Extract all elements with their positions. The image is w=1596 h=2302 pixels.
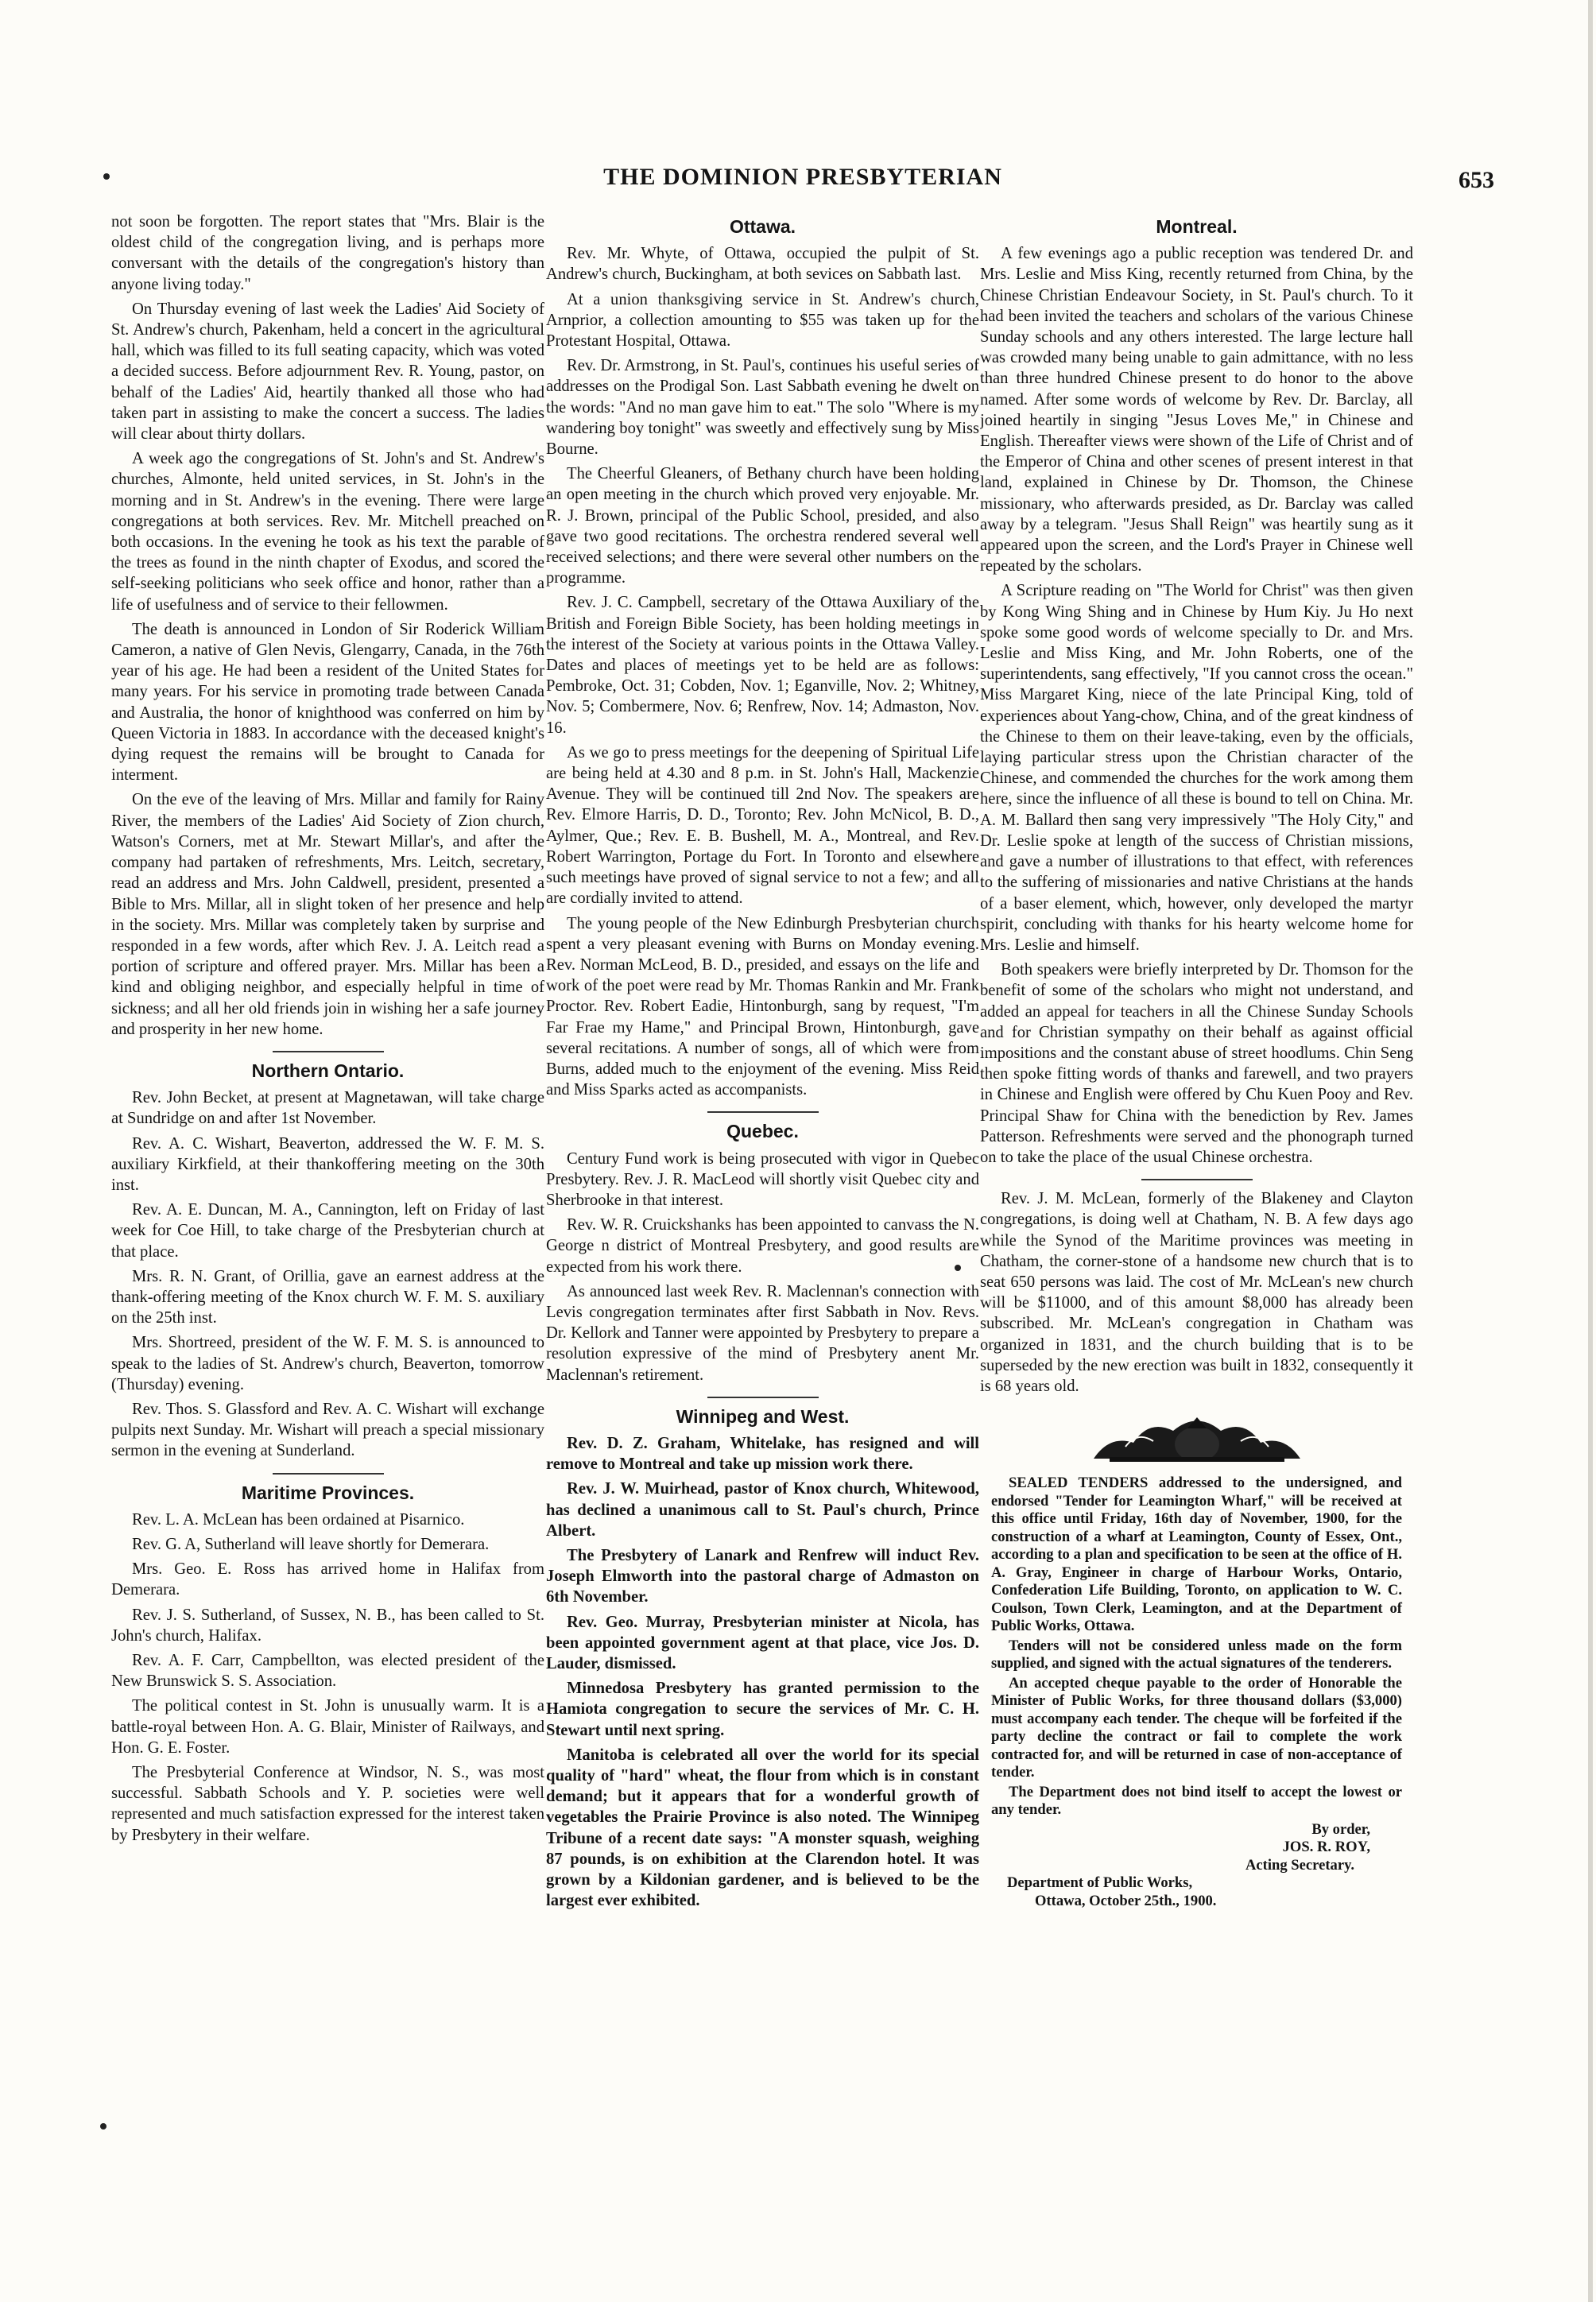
paragraph: Rev. W. R. Cruickshanks has been appointed to canvass the N. George n district of Montreal Presbytery, and good results are expected from his work there. xyxy=(546,1216,979,1276)
tender-signatory: JOS. R. ROY, xyxy=(1282,1839,1370,1856)
tender-role: Acting Secretary. xyxy=(1245,1856,1354,1874)
paragraph: The political contest in St. John is unusually warm. It is a battle-royal between Hon. A. G. Blair, Minister of Railways, and Hon. G. E. Foster. xyxy=(111,1697,544,1757)
section-rule xyxy=(273,1473,384,1475)
paragraph: Rev. G. A, Sutherland will leave shortly for Demerara. xyxy=(132,1535,490,1553)
paragraph: Century Fund work is being prosecuted with vigor in Quebec Presbytery. Rev. J. R. MacLeod will shortly visit Quebec city and Sherbrooke in that interest. xyxy=(546,1149,979,1209)
tender-order: By order, xyxy=(1311,1820,1370,1838)
tender-paragraph: SEALED TENDERS addressed to the undersigned, and endorsed "Tender for Leamington Wharf," will be received at this office until Friday, 16th day of November, 1900, for the construction of a wharf at Leamington, County of Essex, Ont., according to a plan and specification to be seen at the office of H. A. Gray, Engineer in charge of Harbour Works, Ontario, Confederation Life Building, Toronto, on application to W. C. Coulson, Town Clerk, Leamington, and at the Department of Public Works, Ottawa. xyxy=(991,1475,1402,1635)
paragraph: On Thursday evening of last week the Ladies' Aid Society of St. Andrew's church, Pakenham, held a concert in the agricultural hall, which was filled to its full seating capacity, which was voted a decided success. Before adjournment Rev. R. Young, pastor, on behalf of the Ladies' Aid, heartily thanked all those who had taken part in assisting to make the concert a success. The ladies will clear about thirty dollars. xyxy=(111,300,544,444)
paragraph: Rev. A. E. Duncan, M. A., Cannington, left on Friday of last week for Coe Hill, to take charge of the Presbyterian church at that place. xyxy=(111,1201,544,1261)
section-heading-quebec: Quebec. xyxy=(726,1121,799,1142)
section-heading-winnipeg-and-west: Winnipeg and West. xyxy=(676,1405,850,1427)
paragraph: As we go to press meetings for the deepening of Spiritual Life are being held at 4.30 and 8 p.m. in St. John's Hall, Mackenzie Avenue. They will be continued till 2nd Nov. The speakers are Rev. Elmore Harris, D. D., Toronto; Rev. John McNicol, B. D., Aylmer, Que.; Rev. E. B. Bushell, M. A., Montreal, and Rev. Robert Warrington, Portage du Fort. In Toronto and elsewhere such meetings have proved of signal service to not a few; and all are cordially invited to attend. xyxy=(546,743,979,908)
page-edge-right xyxy=(1588,0,1593,2302)
paragraph: At a union thanksgiving service in St. Andrew's church, Arnprior, a collection amounting to $55 was taken up for the Protestant Hospital, Ottawa. xyxy=(546,290,979,351)
paragraph: The young people of the New Edinburgh Presbyterian church spent a very pleasant evening with Burns on Monday evening. Rev. Norman McLeod, B. D., presided, and essays on the life and work of the poet were read by Mr. Thomas Rankin and Mr. Frank Proctor. Rev. Robert Eadie, Hintonburgh, sang by request, "I'm Far Frae my Hame," and Principal Brown, Hintonburgh, gave several recitations. A number of songs, all of which were from Burns, added much to the enjoyment of the evening. Miss Reid and Miss Sparks acted as accompanists. xyxy=(546,914,979,1099)
paragraph: A few evenings ago a public reception was tendered Dr. and Mrs. Leslie and Miss King, recently returned from China, by the Chinese Christian Endeavour Society, in St. Paul's church. To it had been invited the teachers and scholars of the various Chinese Sunday schools and any others interested. The large lecture hall was crowded many being unable to gain admittance, with no less than three hundred Chinese present to do honor to the above named. After some words of welcome by Rev. Dr. Barclay, all joined heartily in singing "Jesus Loves Me," in Chinese and English. Thereafter views were shown of the Life of Christ and of the Emperor of China and other scenes of present interest in that land, explained in Chinese by Dr. Thomson, the Chinese missionary, who afterwards presided, as Dr. Barclay was called away by a telegram. "Jesus Shall Reign" was heartily sung as it appeared upon the screen, and the Lord's Prayer in Chinese well repeated by the scholars. xyxy=(980,245,1413,576)
section-rule xyxy=(273,1051,384,1052)
paragraph: Manitoba is celebrated all over the world for its special quality of "hard" wheat, the flour from which is in constant demand; but it appears that for a wonderful growth of vegetables the Prairie Province is also noted. The Winnipeg Tribune of a recent date says: "A monster squash, weighing 87 pounds, is on exhibition at the Clarendon hotel. It was grown by a Kildonian gardener, and is believed to be the largest ever exhibited. xyxy=(546,1746,979,1910)
masthead-title: THE DOMINION PRESBYTERIAN xyxy=(603,164,1002,190)
section-rule xyxy=(1141,1179,1253,1180)
paragraph: Mrs. R. N. Grant, of Orillia, gave an earnest address at the thank-offering meeting of the Knox church W. F. M. S. auxiliary on the 25th inst. xyxy=(111,1267,544,1327)
section-rule xyxy=(707,1397,819,1398)
coat-of-arms-icon xyxy=(1078,1411,1316,1467)
paragraph: On the eve of the leaving of Mrs. Millar and family for Rainy River, the members of the Ladies' Aid Society of Zion church, Watson's Corners, met at Mr. Stewart Millar's, and after the company had partaken of refreshments, Mrs. Leitch, secretary, read an address and Mrs. John Caldwell, president, presented a Bible to Mrs. Millar, all in slight token of her presence and help in the society. Mrs. Millar was completely taken by surprise and responded in a few words, after which Rev. J. A. Leitch read a portion of scripture and offered prayer. Mrs. Millar has been a kind and obliging neighbor, and especially helpful in time of sickness; and all her old friends join in wishing her a safe journey and prosperity in her new home. xyxy=(111,791,544,1038)
tender-date: Ottawa, October 25th., 1900. xyxy=(1035,1892,1217,1909)
paragraph: As announced last week Rev. R. Maclennan's connection with Levis congregation terminates after first Sabbath in Nov. Revs. Dr. Kellork and Tanner were appointed by Presbytery to prepare a resolution expressive of the mind of Presbytery anent Mr. Maclennan's retirement. xyxy=(546,1282,979,1384)
paragraph: Mrs. Geo. E. Ross has arrived home in Halifax from Demerara. xyxy=(111,1560,544,1599)
page-header xyxy=(111,164,1494,203)
paragraph: Minnedosa Presbytery has granted permission to the Hamiota congregation to secure the services of Mr. C. H. Stewart until next spring. xyxy=(546,1680,979,1739)
tender-department: Department of Public Works, xyxy=(1007,1874,1193,1892)
paragraph: Rev. J. C. Campbell, secretary of the Ottawa Auxiliary of the British and Foreign Bible Society, has been holding meetings in the interest of the Society at various points in the Ottawa Valley. Dates and places of meetings yet to be held are as follows: Pembroke, Oct. 31; Cobden, Nov. 1; Eganville, Nov. 2; Whitney, Nov. 5; Combermere, Nov. 6; Renfrew, Nov. 14; Admaston, Nov. 16. xyxy=(546,594,979,737)
paragraph: Both speakers were briefly interpreted by Dr. Thomson for the benefit of some of the scholars who might not understand, and added an appeal for teachers in all the Chinese Sunday Schools and for Christian sympathy on their behalf as against official impositions and the constant abuse of street hoodlums. Chin Seng then spoke fitting words of thanks and farewell, and two prayers in Chinese and English were offered by Chu Kuen Pooy and Rev. Principal Shaw for China with the benediction by Rev. James Patterson. Refreshments were served and the phonograph turned on to take the place of the usual Chinese orchestra. xyxy=(980,961,1413,1166)
margin-mark xyxy=(103,173,110,180)
paragraph: Rev. Mr. Whyte, of Ottawa, occupied the pulpit of St. Andrew's church, Buckingham, at both sevices on Sabbath last. xyxy=(546,245,979,284)
paragraph: Rev. J. S. Sutherland, of Sussex, N. B., has been called to St. John's church, Halifax. xyxy=(111,1606,544,1645)
section-heading-montreal: Montreal. xyxy=(1156,216,1238,237)
section-heading-ottawa: Ottawa. xyxy=(729,216,796,237)
section-heading-maritime-provinces: Maritime Provinces. xyxy=(241,1482,415,1503)
tender-notice xyxy=(980,1475,1413,1910)
tender-paragraph: The Department does not bind itself to accept the lowest or any tender. xyxy=(991,1783,1402,1819)
column-left xyxy=(111,211,544,2151)
paragraph: The Presbyterial Conference at Windsor, N. S., was most successful. Sabbath Schools and Y. P. societies were well represented and much satisfaction expressed for the interest taken by Presbytery in their welfare. xyxy=(111,1764,544,1844)
paragraph: Rev. Geo. Murray, Presbyterian minister at Nicola, has been appointed government agent at that place, vice Jos. D. Lauder, dismissed. xyxy=(546,1613,979,1672)
column-middle xyxy=(546,211,979,2151)
page-number: 653 xyxy=(1458,167,1494,193)
paragraph: The Presbytery of Lanark and Renfrew will induct Rev. Joseph Elmworth into the pastoral charge of Admaston on 6th November. xyxy=(546,1546,979,1606)
paragraph: Rev. A. C. Wishart, Beaverton, addressed the W. F. M. S. auxiliary Kirkfield, at their thankoffering meeting on the 30th inst. xyxy=(111,1134,544,1194)
paragraph: Rev. John Becket, at present at Magnetawan, will take charge at Sundridge on and after 1st November. xyxy=(111,1089,544,1128)
paragraph: Rev. D. Z. Graham, Whitelake, has resigned and will remove to Montreal and take up mission work there. xyxy=(546,1434,979,1474)
margin-mark xyxy=(100,2123,107,2130)
paragraph: The Cheerful Gleaners, of Bethany church have been holding an open meeting in the church which proved very enjoyable. Mr. R. J. Brown, principal of the Public School, presided, and also gave two good recitations. The orchestra rendered several well received selections; and there were several other numbers on the programme. xyxy=(546,465,979,587)
section-rule xyxy=(707,1111,819,1113)
paragraph: Rev. A. F. Carr, Campbellton, was elected president of the New Brunswick S. S. Association. xyxy=(111,1652,544,1691)
paragraph: Rev. J. M. McLean, formerly of the Blakeney and Clayton congregations, is doing well at Chatham, N. B. A few days ago while the Synod of the Maritime provinces was meeting in Chatham, the corner-stone of a handsome new church that is to seat 650 persons was laid. The cost of Mr. McLean's new church will be $11000, and of this amount $8,000 has already been subscribed. Mr. McLean's congregation in Chatham was organized in 1831, and the church building that is to be superseded by the new erection was built in 1832, consequently it is 68 years old. xyxy=(980,1190,1413,1395)
tender-paragraph: Tenders will not be considered unless made on the form supplied, and signed with the actual signatures of the tenderers. xyxy=(991,1637,1402,1672)
section-heading-northern-ontario: Northern Ontario. xyxy=(251,1060,405,1081)
paragraph: Rev. J. W. Muirhead, pastor of Knox church, Whitewood, has declined a unanimous call to St. Paul's church, Prince Albert. xyxy=(546,1480,979,1540)
paragraph: A week ago the congregations of St. John's and St. Andrew's churches, Almonte, held united services, in St. John's in the morning and in St. Andrew's in the evening. There were large congregations at both services. Rev. Mr. Mitchell preached on both occasions. In the evening he took as his text the parable of the trees as found in the ninth chapter of Exodus, and scored the self-seeking politicians who seek office and honor, rather than a life of usefulness and of service to their fellowmen. xyxy=(111,450,544,614)
column-right xyxy=(980,211,1413,2151)
paragraph: Mrs. Shortreed, president of the W. F. M. S. is announced to speak to the ladies of St. Andrew's church, Beaverton, tomorrow (Thursday) evening. xyxy=(111,1334,544,1393)
paragraph: Rev. L. A. McLean has been ordained at Pisarnico. xyxy=(132,1510,465,1529)
paragraph: A Scripture reading on "The World for Christ" was then given by Kong Wing Shing and in Chinese by Hum Kiy. Ju Ho next spoke some good words of welcome specially to Dr. and Mrs. Leslie and Miss King, and Mr. John Roberts, one of the superintendents, sang effectively, "If you cannot cross the ocean." Miss Margaret King, niece of the late Principal King, told of experiences about Yang-chow, China, and of the great kindness of the Chinese to them on their leave-taking, even by the officials, laying particular stress upon the Christian character of the Chinese, and commended the churches for the work among them here, since the influence of all these is bound to tell on China. Mr. A. M. Ballard then sang very impressively "The Holy City," and Dr. Leslie spoke at length of the success of Christian missions, and gave a number of illustrations to that effect, with references to the suffering of missionaries and native Christians at the hands of a baser element, which, however, only developed the martyr spirit, concluding with thanks for his hearty welcome home for Mrs. Leslie and himself. xyxy=(980,582,1413,954)
tender-paragraph: An accepted cheque payable to the order of Honorable the Minister of Public Works, for three thousand dollars ($3,000) must accompany each tender. The cheque will be forfeited if the party decline the contract or fail to complete the work contracted for, and will be returned in case of non-acceptance of tender. xyxy=(991,1674,1402,1781)
paragraph: The death is announced in London of Sir Roderick William Cameron, a native of Glen Nevis, Glengarry, Canada, in the 76th year of his age. He had been a resident of the United States for many years. For his service in promoting trade between Canada and Australia, the honor of knighthood was conferred on him by Queen Victoria in 1883. In accordance with the deceased knight's dying request the remains will be brought to Canada for interment. xyxy=(111,620,544,785)
paragraph: Rev. Thos. S. Glassford and Rev. A. C. Wishart will exchange pulpits next Sunday. Mr. Wishart will preach a special missionary sermon in the evening at Sunderland. xyxy=(111,1400,544,1460)
paragraph: Rev. Dr. Armstrong, in St. Paul's, continues his useful series of addresses on the Prodigal Son. Last Sabbath evening he dwelt on the words: "And no man gave him to eat." The solo "Where is my wandering boy tonight" was sweetly and effectively sung by Miss Bourne. xyxy=(546,357,979,459)
paragraph: not soon be forgotten. The report states that "Mrs. Blair is the oldest child of the congregation living, and is perhaps more conversant with the details of the congregation's history than anyone living today." xyxy=(111,213,544,293)
